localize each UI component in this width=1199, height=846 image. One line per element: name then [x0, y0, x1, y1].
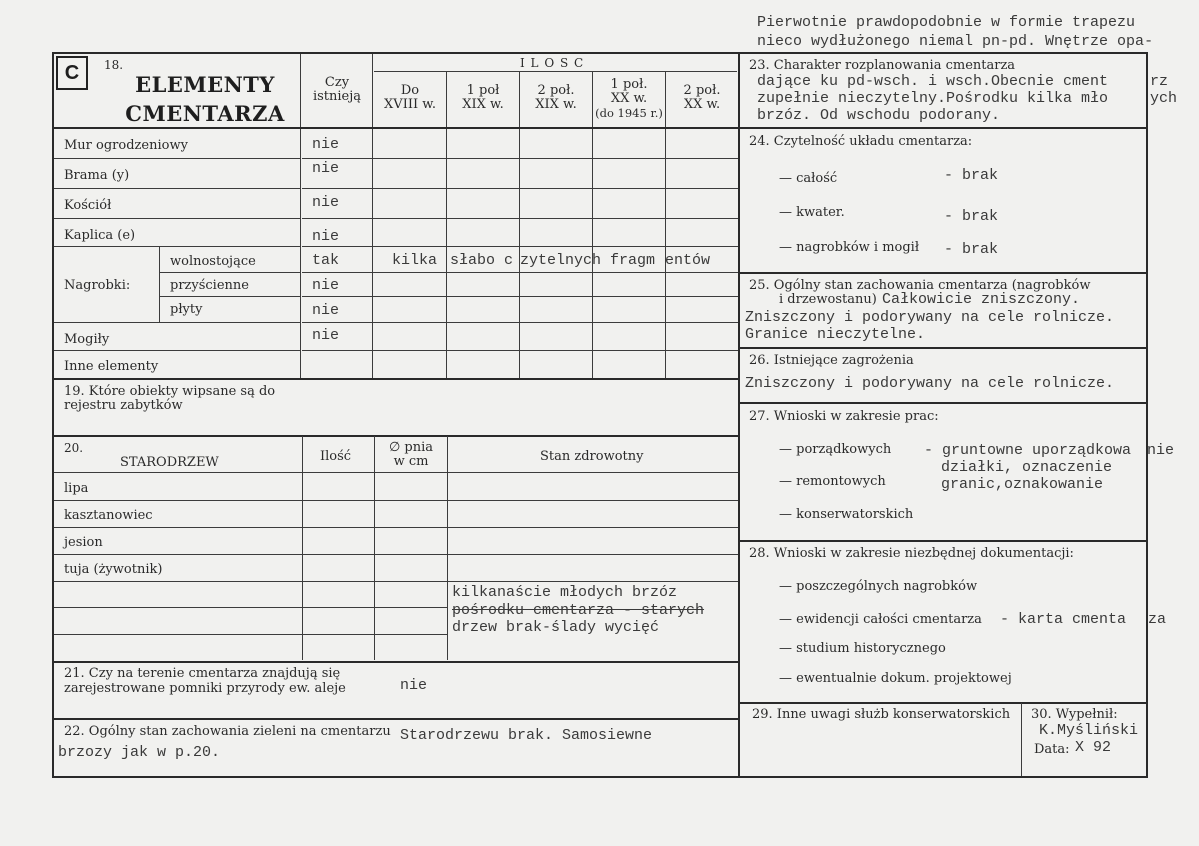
- qty-text: h fragm: [592, 252, 656, 269]
- center-divider: [738, 52, 740, 776]
- ilosc-header: I L O S C: [520, 56, 585, 70]
- top-note-line2: nieco wydłużonego niemal pn-pd. Wnętrze opa-: [757, 33, 1154, 50]
- period-3: 2 poł. XIX w.: [535, 83, 577, 112]
- s28-item: — ewidencji całości cmentarza: [779, 612, 982, 627]
- cell-line: [302, 296, 738, 297]
- qty-text: kilka: [392, 252, 438, 269]
- s30-date-label: Data:: [1034, 742, 1070, 757]
- s30-name: K.Myśliński: [1039, 722, 1139, 739]
- s25-label-2: i drzewostanu): [779, 292, 877, 307]
- cell-line: [302, 272, 738, 273]
- s27-value-2: działki, oznaczenie: [941, 459, 1113, 476]
- s30-date: X 92: [1075, 739, 1112, 756]
- s29-label: 29. Inne uwagi służb konserwatorskich: [752, 707, 1011, 722]
- s27-bottom: [739, 540, 1147, 542]
- s20-bottom: [54, 661, 738, 663]
- s20-row-line: [54, 581, 738, 582]
- s24-value: - brak: [944, 241, 999, 258]
- exists-value: nie: [312, 302, 340, 319]
- s25-value-3: Granice nieczytelne.: [745, 326, 926, 343]
- s24-item: — nagrobków i mogił: [779, 240, 920, 255]
- s23-line-2: zupełnie nieczytelny.Pośrodku kilka mło: [757, 90, 1109, 107]
- s19-label-2: rejestru zabytków: [64, 398, 183, 413]
- col-divider-1: [446, 72, 447, 378]
- nagrobki-type: wolnostojące: [170, 254, 256, 269]
- element-label: Mogiły: [64, 332, 110, 347]
- frame-left: [52, 52, 54, 776]
- col-divider-4: [665, 72, 666, 378]
- s27-label: 27. Wnioski w zakresie prac:: [749, 409, 939, 424]
- s28-item: — poszczególnych nagrobków: [779, 579, 978, 594]
- s24-item: — całość: [779, 171, 838, 186]
- s20-row-line: [54, 634, 448, 635]
- s27-item: — porządkowych: [779, 442, 892, 457]
- exists-value: nie: [312, 277, 340, 294]
- col-divider-qty: [372, 54, 373, 378]
- tree-label: lipa: [64, 481, 89, 496]
- s20-pnia: ∅ pnia w cm: [388, 440, 434, 469]
- s25-value-1: Całkowicie zniszczony.: [882, 291, 1081, 308]
- col-divider-exists: [300, 54, 301, 378]
- cell-line: [302, 350, 738, 351]
- nagrobki-type: płyty: [170, 302, 203, 317]
- qty-text: entów: [665, 252, 711, 269]
- s27-value-1: - gruntowne uporządkowa: [924, 442, 1132, 459]
- s20-note-1: kilkanaście młodych brzóz: [452, 584, 678, 601]
- row-line: [54, 350, 300, 351]
- s23-overflow-2: ych: [1150, 90, 1178, 107]
- s27-item: — remontowych: [779, 474, 886, 489]
- cell-line: [302, 322, 738, 323]
- s20-row-line: [54, 607, 448, 608]
- section-18-title: [110, 70, 300, 128]
- row-line: [160, 272, 300, 273]
- s23-bottom: [739, 127, 1147, 129]
- element-label: Mur ogrodzeniowy: [64, 138, 188, 153]
- exists-header: Czy istnieją: [312, 75, 362, 104]
- s20-no: 20.: [64, 441, 84, 455]
- element-label: Brama (y): [64, 168, 130, 183]
- cell-line: [302, 246, 738, 247]
- title-line1: ELEMENTY: [135, 72, 275, 97]
- s24-value: - brak: [944, 167, 999, 184]
- row-line: [54, 322, 300, 323]
- s24-bottom: [739, 272, 1147, 274]
- top-note-line1: Pierwotnie prawdopodobnie w formie trapezu: [757, 14, 1136, 31]
- s21-label-1: 21. Czy na terenie cmentarza znajdują się: [64, 666, 341, 681]
- s26-value: Zniszczony i podorywany na cele rolnicze.: [745, 375, 1115, 392]
- s20-row-line: [54, 554, 738, 555]
- period-2: 1 poł XIX w.: [462, 83, 504, 112]
- s20-col-3: [447, 436, 448, 660]
- qty-text: zytelnyc: [520, 252, 593, 269]
- frame-bottom: [52, 776, 1148, 778]
- cell-line: [302, 218, 738, 219]
- tree-label: tuja (żywotnik): [64, 562, 163, 577]
- exists-value: nie: [312, 327, 340, 344]
- s21-value: nie: [400, 677, 428, 694]
- form-letter-box: C: [56, 56, 88, 90]
- exists-value: tak: [312, 252, 340, 269]
- s21-bottom: [54, 718, 738, 720]
- tree-label: kasztanowiec: [64, 508, 153, 523]
- s23-label: 23. Charakter rozplanowania cmentarza: [749, 58, 1016, 73]
- exists-value: nie: [312, 194, 340, 211]
- s27-item: — konserwatorskich: [779, 507, 914, 522]
- exists-value: nie: [312, 160, 340, 177]
- ilosc-underline: [374, 71, 737, 72]
- s23-overflow-1: rz: [1150, 73, 1169, 90]
- title-line2: CMENTARZA: [125, 101, 285, 126]
- frame-right: [1146, 52, 1148, 776]
- period-5: 2 poł. XX w.: [683, 83, 721, 112]
- s20-header-line: [54, 472, 738, 473]
- s26-bottom: [739, 402, 1147, 404]
- s28-label: 28. Wnioski w zakresie niezbędnej dokumentacji:: [749, 546, 1074, 561]
- s22-label: 22. Ogólny stan zachowania zieleni na cmentarzu: [64, 724, 391, 739]
- s28-value: - karta cmenta: [1000, 611, 1127, 628]
- nagrobki-divider: [159, 246, 160, 322]
- s20-row-line: [54, 527, 738, 528]
- s22-value-1: Starodrzewu brak. Samosiewne: [400, 727, 653, 744]
- period-4: 1 poł. XX w. (do 1945 r.): [595, 77, 663, 120]
- row-line: [54, 218, 300, 219]
- s20-row-line: [54, 500, 738, 501]
- s25-label-1: 25. Ogólny stan zachowania cmentarza (nagrobków: [749, 278, 1091, 293]
- header-bottom: [54, 127, 738, 129]
- element-label: Inne elementy: [64, 359, 159, 374]
- element-label: Kaplica (e): [64, 228, 136, 243]
- nagrobki-label: Nagrobki:: [64, 278, 131, 293]
- nagrobki-type: przyścienne: [170, 278, 249, 293]
- s25-value-2: Zniszczony i podorywany na cele rolnicze.: [745, 309, 1115, 326]
- row-line: [54, 158, 300, 159]
- row-line: [160, 296, 300, 297]
- s23-line-3: brzóz. Od wschodu podorany.: [757, 107, 1001, 124]
- row-line: [54, 246, 300, 247]
- frame-top: [52, 52, 1148, 54]
- row-line: [54, 188, 300, 189]
- s28-item: — studium historycznego: [779, 641, 946, 656]
- s29-s30-divider: [1021, 703, 1022, 776]
- s19-label-1: 19. Które obiekty wipsane są do: [64, 384, 276, 399]
- period-1: Do XVIII w.: [384, 83, 436, 112]
- s22-value-2: brzozy jak w p.20.: [58, 744, 221, 761]
- section-18-no: 18.: [104, 58, 124, 72]
- s18-bottom: [54, 378, 738, 380]
- s20-col-1: [302, 436, 303, 660]
- tree-label: jesion: [64, 535, 103, 550]
- s27-overflow: nie: [1147, 442, 1175, 459]
- s30-label: 30. Wypełnił:: [1031, 707, 1118, 722]
- qty-text: słabo c: [450, 252, 514, 269]
- col-divider-2: [519, 72, 520, 378]
- s20-ilosc: Ilość: [320, 449, 352, 464]
- cell-line: [302, 188, 738, 189]
- s28-item: — ewentualnie dokum. projektowej: [779, 671, 1012, 686]
- element-label: Kościół: [64, 198, 112, 213]
- s24-value: - brak: [944, 208, 999, 225]
- s27-value-3: granic,oznakowanie: [941, 476, 1104, 493]
- s26-label: 26. Istniejące zagrożenia: [749, 353, 914, 368]
- exists-value: nie: [312, 136, 340, 153]
- exists-value: nie: [312, 228, 340, 245]
- s21-label-2: zarejestrowane pomniki przyrody ew. aleje: [64, 681, 346, 696]
- s24-item: — kwater.: [779, 205, 845, 220]
- s20-note-3: drzew brak-ślady wycięć: [452, 619, 660, 636]
- s23-line-1: dające ku pd-wsch. i wsch.Obecnie cment: [757, 73, 1109, 90]
- s20-stan: Stan zdrowotny: [540, 449, 644, 464]
- s24-label: 24. Czytelność układu cmentarza:: [749, 134, 973, 149]
- s20-note-2: pośrodku cmentarza - starych: [452, 602, 705, 619]
- s19-bottom: [54, 435, 738, 437]
- s20-col-2: [374, 436, 375, 660]
- s28-overflow: za: [1148, 611, 1167, 628]
- s25-bottom: [739, 347, 1147, 349]
- cell-line: [302, 158, 738, 159]
- s28-bottom: [739, 702, 1147, 704]
- s20-title: STARODRZEW: [120, 455, 219, 470]
